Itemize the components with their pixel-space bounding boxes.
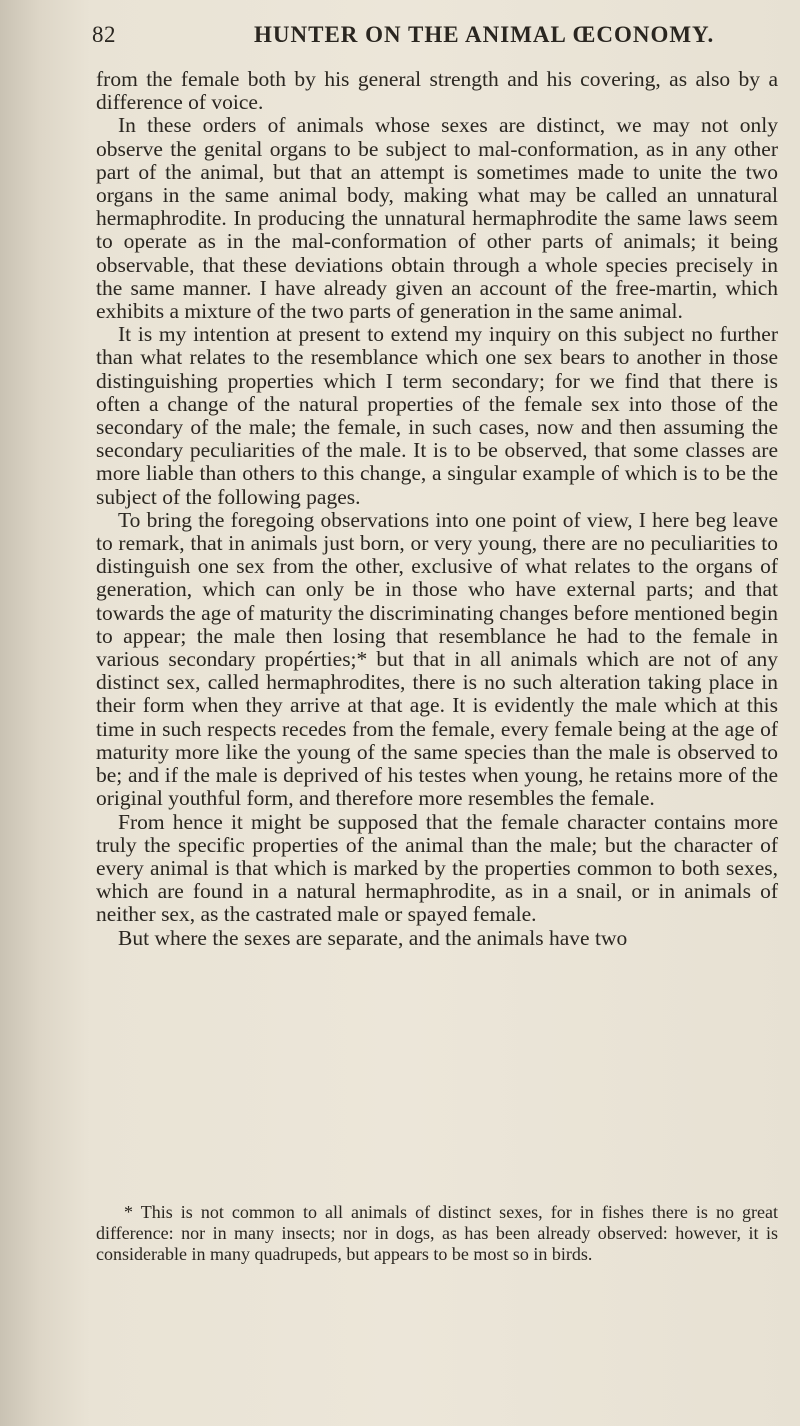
footnote-text: * This is not common to all animals of distinct sexes, for in fishes there is no great difference: nor in many insects; nor in dogs, as has been already observed: however, it is considerable in many quadrupeds, but appears to be most so in birds. — [96, 1202, 778, 1264]
page-number: 82 — [92, 22, 116, 47]
footnote — [96, 1202, 778, 1265]
paragraph: From hence it might be supposed that the female character contains more truly the specific properties of the animal than the male; but the character of every animal is that which is marked by the properties common to both sexes, which are found in a natural hermaphrodite, as in a snail, or in animals of neither sex, as the castrated male or spayed female. — [96, 809, 778, 927]
paragraph: But where the sexes are separate, and the animals have two — [118, 925, 628, 950]
paragraph: To bring the foregoing observations into one point of view, I here beg leave to remark, that in animals just born, or very young, there are no peculiarities to distinguish one sex from the other, exclusive of what relates to the organs of generation, which can only be in those who have external parts; and that towards the age of maturity the discriminating changes before mentioned begin to appear; the male then losing that resemblance he had to the female in various secondary propérties;* but that in all animals which are not of any distinct sex, called hermaphrodites, there is no such alteration taking place in their form when they arrive at that age. It is evidently the male which at this time in such respects recedes from the female, every female being at the age of maturity more like the young of the same species than the male is observed to be; and if the male is deprived of his testes when young, he retains more of the original youthful form, and therefore more resembles the female. — [96, 507, 778, 811]
running-title: HUNTER ON THE ANIMAL ŒCONOMY. — [254, 22, 715, 47]
body-text — [96, 68, 778, 950]
paragraph: It is my intention at present to extend my inquiry on this subject no further than what relates to the resemblance which one sex bears to another in those distinguishing properties which I term secondary; for we find that there is often a change of the natural properties of the female sex into those of the secondary of the male; the female, in such cases, now and then assuming the secondary peculiarities of the male. It is to be observed, that some classes are more liable than others to this change, a singular example of which is to be the subject of the following pages. — [96, 322, 778, 509]
page-header — [92, 22, 782, 52]
paragraph: In these orders of animals whose sexes are distinct, we may not only observe the genital organs to be subject to mal-conformation, as in any other part of the animal, but that an attempt is sometimes made to unite the two organs in the same animal body, making what may be called an unnatural hermaphrodite. In producing the unnatural hermaphrodite the same laws seem to operate as in the mal-conformation of other parts of animals; it being observable, that these deviations obtain through a whole species precisely in the same manner. I have already given an account of the free-martin, which exhibits a mixture of the two parts of generation in the same animal. — [96, 113, 778, 324]
paragraph: from the female both by his general strength and his covering, as also by a difference of voice. — [96, 67, 778, 115]
